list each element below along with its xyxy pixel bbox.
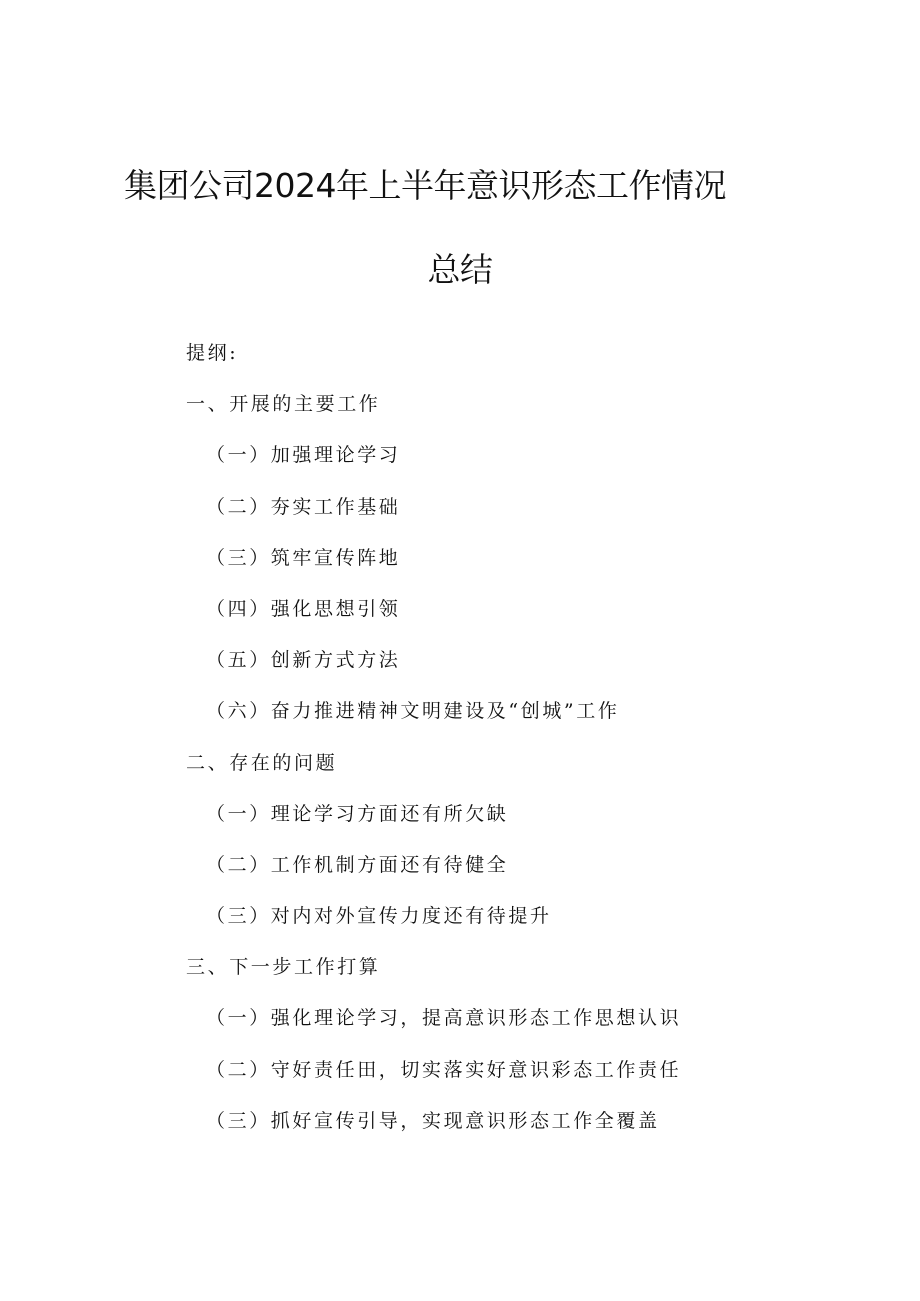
outline-item: （一）理论学习方面还有所欠缺 <box>206 802 509 825</box>
outline-item: （一）加强理论学习 <box>206 444 401 467</box>
outline <box>186 338 886 1157</box>
document-title-line-2: 总结 <box>427 250 493 289</box>
outline-item: （三）筑牢宣传阵地 <box>206 546 401 569</box>
outline-item: （三）对内对外宣传力度还有待提升 <box>206 905 552 928</box>
outline-item: （二）夯实工作基础 <box>206 495 401 518</box>
document-title-line-1: 集团公司2024年上半年意识形态工作情况 <box>124 166 726 205</box>
outline-item: （五）创新方式方法 <box>206 649 401 672</box>
outline-item: （四）强化思想引领 <box>206 597 401 620</box>
outline-item: （六）奋力推进精神文明建设及“创城”工作 <box>206 700 620 723</box>
outline-item: （三）抓好宣传引导，实现意识形态工作全覆盖 <box>206 1109 660 1132</box>
outline-item: （二）工作机制方面还有待健全 <box>206 853 509 876</box>
outline-item: （二）守好责任田，切实落实好意识彩态工作责任 <box>206 1058 682 1081</box>
section-heading: 三、下一步工作打算 <box>186 956 381 979</box>
outline-heading: 提纲: <box>186 342 239 364</box>
section-heading: 一、开展的主要工作 <box>186 393 381 416</box>
section-heading: 二、存在的问题 <box>186 751 338 774</box>
outline-item: （一）强化理论学习，提高意识形态工作思想认识 <box>206 1007 682 1030</box>
